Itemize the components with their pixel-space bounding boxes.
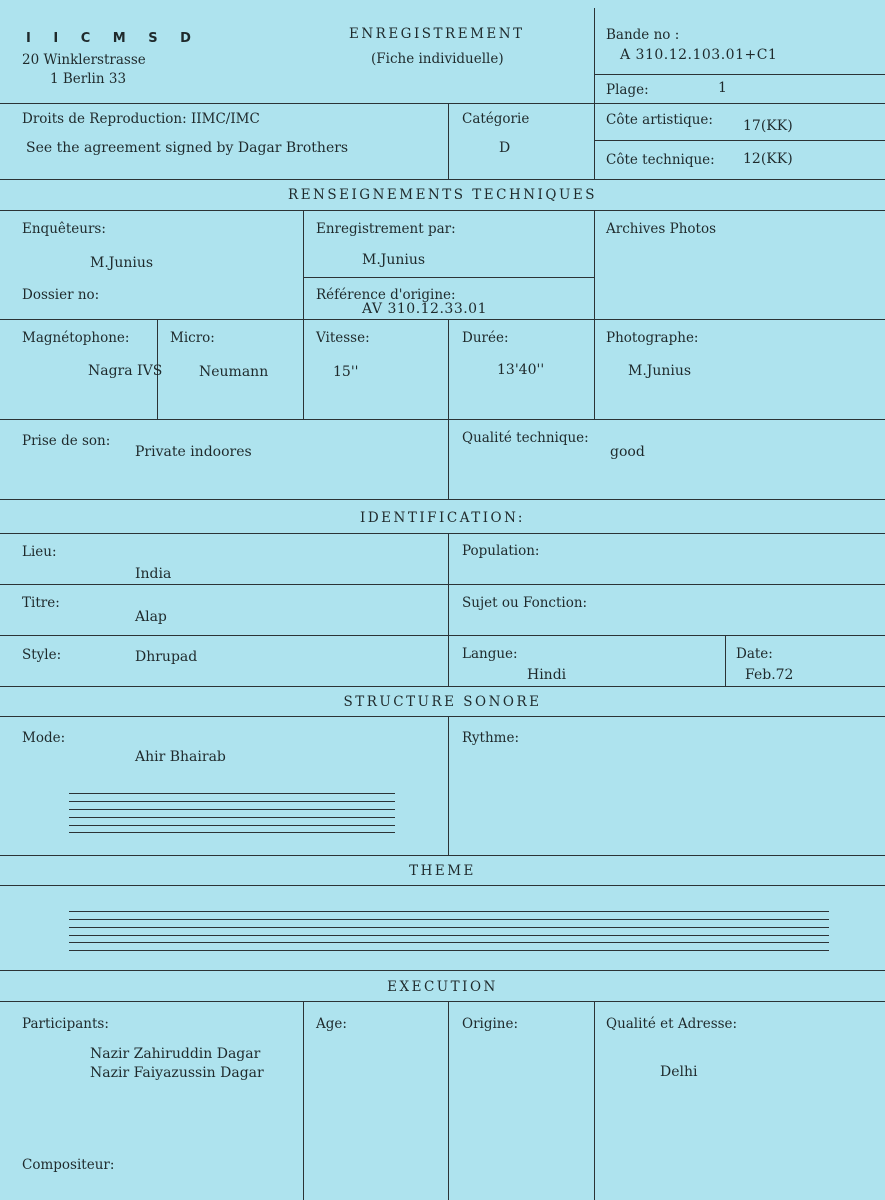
lieu-label: Lieu: (22, 544, 57, 560)
rule-v-adresse (594, 1001, 595, 1200)
theme-line-2 (69, 919, 829, 920)
rights-label: Droits de Reproduction: IIMC/IMC (22, 111, 260, 127)
dossier-label: Dossier no: (22, 287, 100, 303)
micro-label: Micro: (170, 330, 215, 346)
form-title: ENREGISTREMENT (349, 26, 525, 42)
date-value: Feb.72 (745, 667, 794, 683)
cote-technique-value: 12(KK) (743, 151, 793, 167)
compositeur-label: Compositeur: (22, 1157, 115, 1173)
rule-exec-title-bottom (0, 1001, 885, 1002)
duree-label: Durée: (462, 330, 509, 346)
org-street: 20 Winklerstrasse (22, 52, 146, 68)
rule-v-rythme (448, 716, 449, 855)
bande-value: A 310.12.103.01+C1 (620, 47, 778, 63)
micro-value: Neumann (199, 364, 269, 380)
participant-2: Nazir Faiyazussin Dagar (90, 1065, 264, 1081)
rule-v-ident (448, 533, 449, 686)
rule-v-header (594, 8, 595, 179)
magnetophone-value: Nagra IVS (88, 363, 163, 379)
rights-note: See the agreement signed by Dagar Brothers (26, 140, 349, 156)
rule-bande-plage (594, 74, 885, 75)
qualite-adresse-value: Delhi (660, 1064, 698, 1080)
qualite-adresse-label: Qualité et Adresse: (606, 1016, 738, 1032)
age-label: Age: (316, 1016, 347, 1032)
mode-line-6 (69, 832, 395, 833)
qualite-technique-label: Qualité technique: (462, 430, 589, 446)
rule-v-tech-2 (594, 210, 595, 419)
rule-ident-title-bottom (0, 533, 885, 534)
theme-line-6 (69, 950, 829, 951)
rule-titre-bottom (0, 635, 885, 636)
rule-v-duree (448, 319, 449, 419)
cote-technique-label: Côte technique: (606, 152, 715, 168)
mode-line-1 (69, 793, 395, 794)
org-name: I I C M S D (26, 31, 200, 46)
mode-line-5 (69, 825, 395, 826)
rule-equipment-bottom (0, 419, 885, 420)
rule-lieu-bottom (0, 584, 885, 585)
style-label: Style: (22, 647, 62, 663)
mode-value: Ahir Bhairab (135, 749, 226, 765)
magnetophone-label: Magnétophone: (22, 330, 130, 346)
prise-label: Prise de son: (22, 433, 111, 449)
langue-value: Hindi (527, 667, 567, 683)
categorie-value: D (499, 140, 511, 156)
enqueteurs-label: Enquêteurs: (22, 221, 106, 237)
reference-value: AV 310.12.33.01 (362, 301, 487, 317)
rule-v-qualite (448, 419, 449, 499)
vitesse-label: Vitesse: (316, 330, 370, 346)
rule-cote (594, 140, 885, 141)
rule-v-tech-1 (303, 210, 304, 419)
categorie-label: Catégorie (462, 111, 530, 127)
theme-line-5 (69, 942, 829, 943)
mode-line-4 (69, 817, 395, 818)
theme-line-3 (69, 927, 829, 928)
mode-line-2 (69, 801, 395, 802)
section-title-theme: THEME (409, 863, 476, 879)
rule-v-origine (448, 1001, 449, 1200)
cote-artistique-value: 17(KK) (743, 118, 793, 134)
photographe-label: Photographe: (606, 330, 699, 346)
rythme-label: Rythme: (462, 730, 520, 746)
org-city: 1 Berlin 33 (50, 71, 127, 87)
enregistrement-par-value: M.Junius (362, 252, 426, 268)
rule-reference-top (303, 277, 594, 278)
population-label: Population: (462, 543, 540, 559)
vitesse-value: 15'' (333, 364, 359, 380)
qualite-technique-value: good (610, 444, 645, 460)
plage-value: 1 (718, 80, 727, 96)
lieu-value: India (135, 566, 172, 582)
participant-1: Nazir Zahiruddin Dagar (90, 1046, 261, 1062)
origine-label: Origine: (462, 1016, 519, 1032)
participants-label: Participants: (22, 1016, 109, 1032)
mode-line-3 (69, 809, 395, 810)
rule-style-bottom (0, 686, 885, 687)
rule-prise-bottom (0, 499, 885, 500)
section-title-identification: IDENTIFICATION: (360, 510, 525, 526)
rule-struct-bottom (0, 855, 885, 856)
rule-v-age (303, 1001, 304, 1200)
reference-label: Référence d'origine: (316, 287, 456, 303)
section-title-execution: EXECUTION (387, 979, 498, 995)
enqueteurs-value: M.Junius (90, 255, 154, 271)
archives-label: Archives Photos (606, 221, 716, 237)
section-title-technical: RENSEIGNEMENTS TECHNIQUES (288, 187, 597, 203)
titre-label: Titre: (22, 595, 60, 611)
prise-value: Private indoores (135, 444, 252, 460)
photographe-value: M.Junius (628, 363, 692, 379)
theme-line-1 (69, 911, 829, 912)
date-label: Date: (736, 646, 773, 662)
rule-v-categorie (448, 103, 449, 179)
rule-header-bottom (0, 103, 885, 104)
titre-value: Alap (135, 609, 167, 625)
rule-rights-bottom (0, 179, 885, 180)
rule-equipment-top (0, 319, 885, 320)
mode-label: Mode: (22, 730, 66, 746)
section-title-structure: STRUCTURE SONORE (343, 694, 542, 710)
theme-line-4 (69, 935, 829, 936)
rule-tech-title-bottom (0, 210, 885, 211)
duree-value: 13'40'' (497, 362, 545, 378)
enregistrement-par-label: Enregistrement par: (316, 221, 456, 237)
form-subtitle: (Fiche individuelle) (371, 51, 504, 67)
rule-v-date (725, 635, 726, 686)
style-value: Dhrupad (135, 649, 198, 665)
cote-artistique-label: Côte artistique: (606, 112, 713, 128)
rule-theme-title-bottom (0, 885, 885, 886)
bande-label: Bande no : (606, 27, 680, 43)
plage-label: Plage: (606, 82, 649, 98)
langue-label: Langue: (462, 646, 518, 662)
rule-struct-title-bottom (0, 716, 885, 717)
rule-theme-bottom (0, 970, 885, 971)
sujet-label: Sujet ou Fonction: (462, 595, 588, 611)
